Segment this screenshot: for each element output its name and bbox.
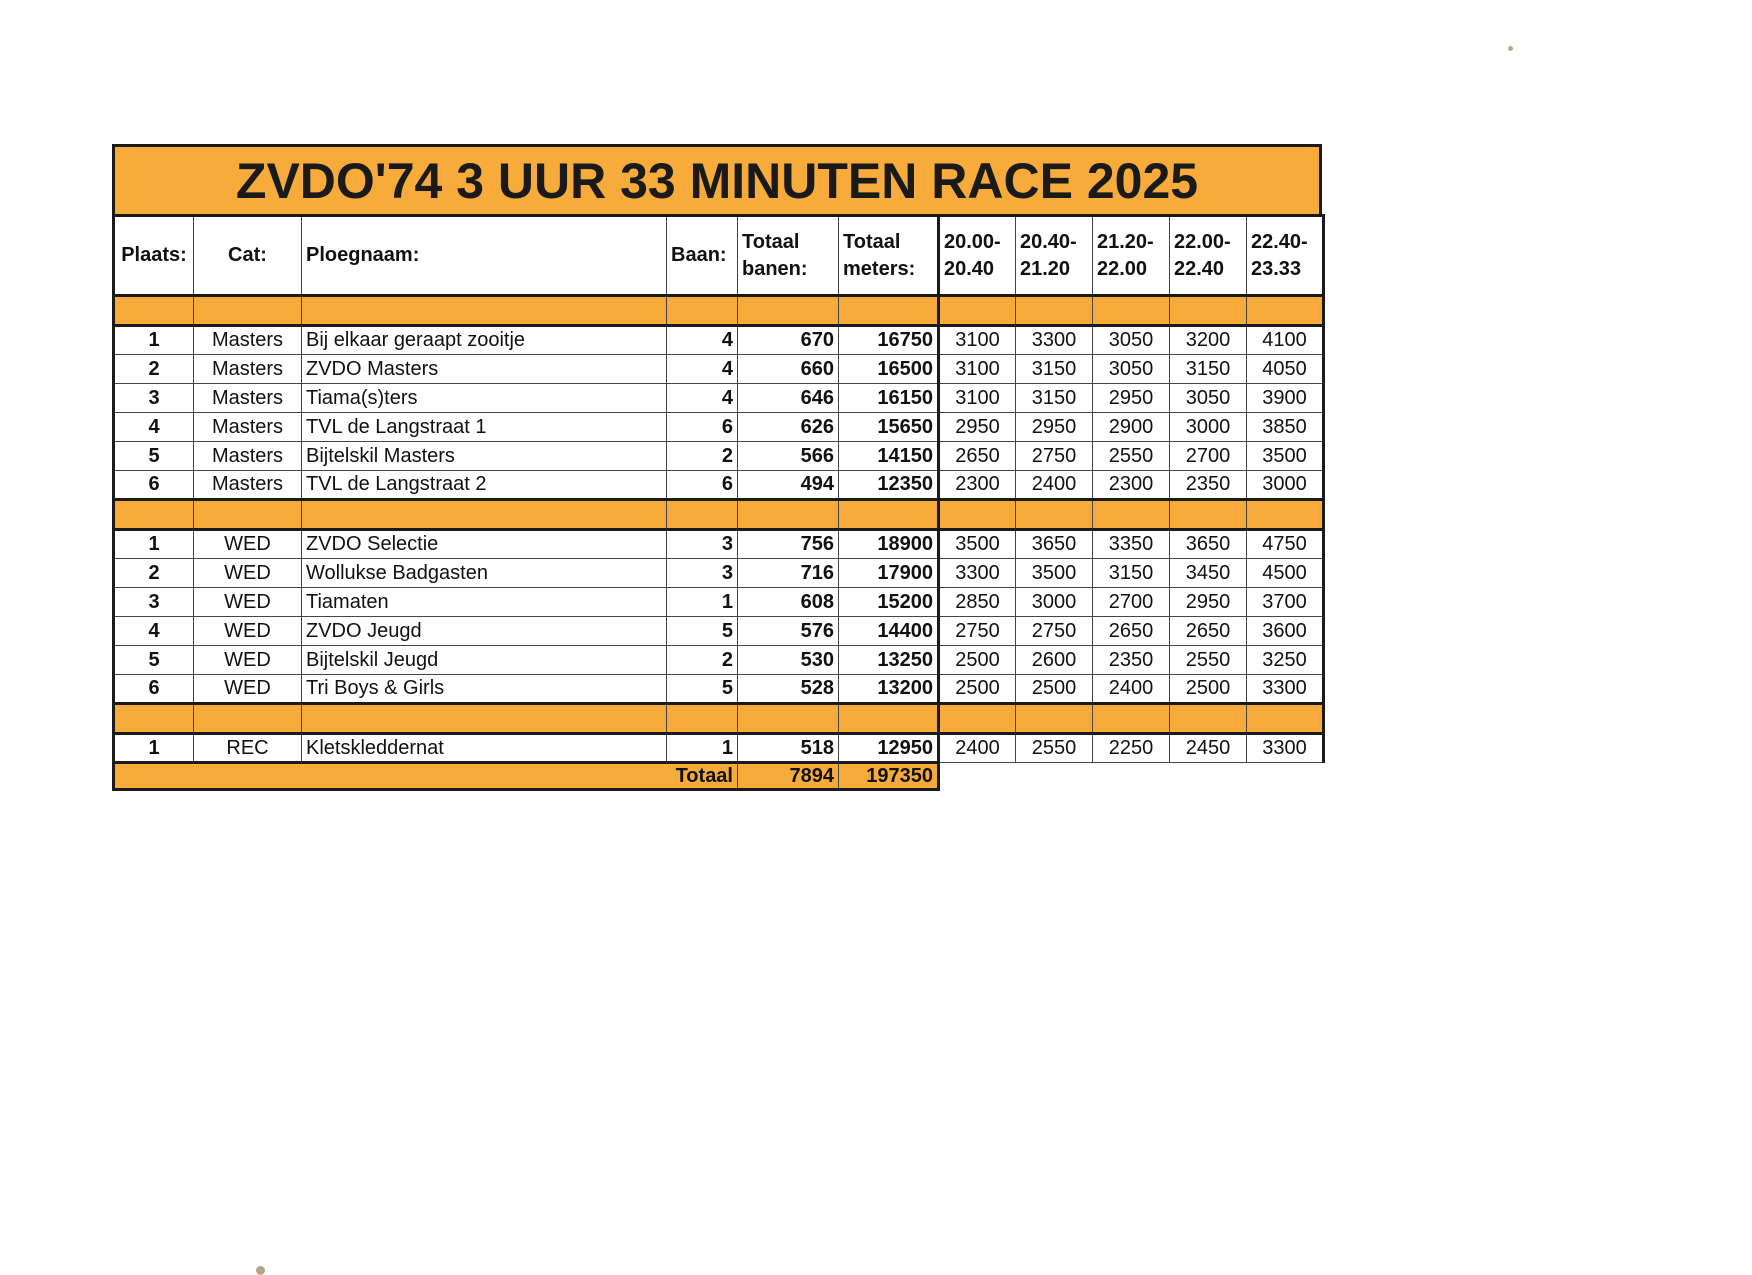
table-row xyxy=(114,588,1324,617)
header-slot-2 xyxy=(1016,216,1093,296)
cell-baan: 4 xyxy=(667,384,738,413)
cell-cat: Masters xyxy=(194,413,302,442)
separator-cell xyxy=(939,704,1016,734)
table-row xyxy=(114,355,1324,384)
cell-baan: 2 xyxy=(667,646,738,675)
separator-cell xyxy=(1093,500,1170,530)
cell-slot-5: 3000 xyxy=(1247,471,1324,500)
header-totaal-meters xyxy=(839,216,939,296)
cell-plaats: 1 xyxy=(114,326,194,355)
separator-cell xyxy=(1016,296,1093,326)
cell-slot-4: 3050 xyxy=(1170,384,1247,413)
header-slot-3 xyxy=(1093,216,1170,296)
separator-cell xyxy=(1170,500,1247,530)
cell-slot-2: 2550 xyxy=(1016,734,1093,763)
cell-totaal-meters: 17900 xyxy=(839,559,939,588)
table-row xyxy=(114,471,1324,500)
separator-cell xyxy=(302,704,667,734)
results-table xyxy=(112,214,1325,791)
cell-slot-2: 3150 xyxy=(1016,384,1093,413)
separator-cell xyxy=(114,296,194,326)
header-slot-5 xyxy=(1247,216,1324,296)
group-separator xyxy=(114,704,1324,734)
cell-cat: WED xyxy=(194,530,302,559)
cell-totaal-meters: 16750 xyxy=(839,326,939,355)
cell-cat: Masters xyxy=(194,355,302,384)
separator-cell xyxy=(738,500,839,530)
cell-totaal-meters: 16150 xyxy=(839,384,939,413)
cell-totaal-banen: 626 xyxy=(738,413,839,442)
cell-slot-4: 3000 xyxy=(1170,413,1247,442)
header-cat: Cat: xyxy=(194,216,302,296)
separator-cell xyxy=(194,704,302,734)
cell-slot-5: 3900 xyxy=(1247,384,1324,413)
cell-slot-3: 2300 xyxy=(1093,471,1170,500)
cell-slot-2: 2950 xyxy=(1016,413,1093,442)
cell-baan: 2 xyxy=(667,442,738,471)
cell-ploegnaam: Wollukse Badgasten xyxy=(302,559,667,588)
table-row xyxy=(114,617,1324,646)
results-sheet xyxy=(112,144,1325,791)
group-separator xyxy=(114,500,1324,530)
header-row xyxy=(114,216,1324,296)
header-totaal-banen xyxy=(738,216,839,296)
table-row xyxy=(114,530,1324,559)
cell-totaal-banen: 756 xyxy=(738,530,839,559)
cell-totaal-meters: 13250 xyxy=(839,646,939,675)
cell-slot-3: 2700 xyxy=(1093,588,1170,617)
cell-cat: Masters xyxy=(194,471,302,500)
cell-slot-3: 2550 xyxy=(1093,442,1170,471)
cell-cat: WED xyxy=(194,559,302,588)
cell-baan: 1 xyxy=(667,588,738,617)
cell-baan: 5 xyxy=(667,675,738,704)
cell-cat: Masters xyxy=(194,326,302,355)
cell-slot-3: 3050 xyxy=(1093,326,1170,355)
cell-slot-5: 4500 xyxy=(1247,559,1324,588)
cell-ploegnaam: Kletskleddernat xyxy=(302,734,667,763)
cell-slot-1: 2300 xyxy=(939,471,1016,500)
separator-cell xyxy=(667,296,738,326)
header-slot-2-from: 20.40- xyxy=(1020,230,1077,253)
results-body xyxy=(114,216,1324,790)
header-totaal-banen-line1: Totaal xyxy=(742,230,800,253)
separator-cell xyxy=(1016,500,1093,530)
cell-slot-5: 3850 xyxy=(1247,413,1324,442)
header-slot-4-to: 22.40 xyxy=(1174,257,1225,280)
cell-slot-2: 2750 xyxy=(1016,617,1093,646)
cell-baan: 6 xyxy=(667,471,738,500)
cell-totaal-meters: 12950 xyxy=(839,734,939,763)
cell-plaats: 6 xyxy=(114,471,194,500)
separator-cell xyxy=(302,500,667,530)
header-slot-5-to: 23.33 xyxy=(1251,257,1302,280)
header-totaal-meters-line2: meters: xyxy=(843,257,916,280)
cell-ploegnaam: ZVDO Masters xyxy=(302,355,667,384)
cell-slot-1: 3100 xyxy=(939,355,1016,384)
cell-slot-4: 2950 xyxy=(1170,588,1247,617)
cell-slot-5: 4750 xyxy=(1247,530,1324,559)
cell-totaal-banen: 660 xyxy=(738,355,839,384)
cell-slot-2: 3500 xyxy=(1016,559,1093,588)
separator-cell xyxy=(939,500,1016,530)
cell-slot-1: 2650 xyxy=(939,442,1016,471)
cell-slot-4: 2650 xyxy=(1170,617,1247,646)
cell-slot-3: 3350 xyxy=(1093,530,1170,559)
header-totaal-meters-line1: Totaal xyxy=(843,230,901,253)
separator-cell xyxy=(667,500,738,530)
cell-slot-3: 2900 xyxy=(1093,413,1170,442)
cell-slot-2: 3650 xyxy=(1016,530,1093,559)
cell-ploegnaam: Bij elkaar geraapt zooitje xyxy=(302,326,667,355)
cell-slot-5: 3700 xyxy=(1247,588,1324,617)
cell-slot-1: 3500 xyxy=(939,530,1016,559)
cell-plaats: 4 xyxy=(114,413,194,442)
header-slot-1-from: 20.00- xyxy=(944,230,1001,253)
cell-totaal-meters: 15200 xyxy=(839,588,939,617)
separator-cell xyxy=(194,296,302,326)
cell-plaats: 3 xyxy=(114,588,194,617)
cell-slot-5: 4050 xyxy=(1247,355,1324,384)
cell-slot-5: 3250 xyxy=(1247,646,1324,675)
header-slot-3-to: 22.00 xyxy=(1097,257,1148,280)
cell-slot-3: 2400 xyxy=(1093,675,1170,704)
scan-speck xyxy=(1508,46,1513,51)
cell-cat: WED xyxy=(194,617,302,646)
cell-ploegnaam: Tiamaten xyxy=(302,588,667,617)
separator-cell xyxy=(1093,704,1170,734)
cell-totaal-banen: 608 xyxy=(738,588,839,617)
cell-slot-5: 3300 xyxy=(1247,675,1324,704)
cell-baan: 3 xyxy=(667,559,738,588)
separator-cell xyxy=(194,500,302,530)
cell-plaats: 5 xyxy=(114,646,194,675)
cell-cat: REC xyxy=(194,734,302,763)
table-row xyxy=(114,413,1324,442)
cell-slot-5: 3300 xyxy=(1247,734,1324,763)
cell-cat: WED xyxy=(194,675,302,704)
totals-row xyxy=(114,763,1324,790)
cell-slot-2: 3300 xyxy=(1016,326,1093,355)
table-row xyxy=(114,384,1324,413)
cell-cat: WED xyxy=(194,646,302,675)
cell-slot-1: 2500 xyxy=(939,675,1016,704)
cell-slot-4: 3150 xyxy=(1170,355,1247,384)
cell-baan: 3 xyxy=(667,530,738,559)
cell-totaal-banen: 518 xyxy=(738,734,839,763)
header-plaats: Plaats: xyxy=(114,216,194,296)
separator-cell xyxy=(302,296,667,326)
cell-slot-1: 2400 xyxy=(939,734,1016,763)
cell-totaal-banen: 576 xyxy=(738,617,839,646)
cell-slot-2: 3000 xyxy=(1016,588,1093,617)
separator-cell xyxy=(1170,704,1247,734)
scan-speck xyxy=(256,1266,265,1275)
table-row xyxy=(114,675,1324,704)
separator-cell xyxy=(738,704,839,734)
separator-cell xyxy=(1016,704,1093,734)
cell-slot-4: 3650 xyxy=(1170,530,1247,559)
cell-totaal-banen: 566 xyxy=(738,442,839,471)
separator-cell xyxy=(1247,500,1324,530)
cell-totaal-meters: 16500 xyxy=(839,355,939,384)
cell-slot-1: 2850 xyxy=(939,588,1016,617)
cell-slot-3: 3050 xyxy=(1093,355,1170,384)
header-slot-1 xyxy=(939,216,1016,296)
cell-slot-2: 3150 xyxy=(1016,355,1093,384)
cell-plaats: 3 xyxy=(114,384,194,413)
cell-slot-3: 2950 xyxy=(1093,384,1170,413)
cell-slot-3: 2350 xyxy=(1093,646,1170,675)
cell-slot-5: 3500 xyxy=(1247,442,1324,471)
header-slot-2-to: 21.20 xyxy=(1020,257,1071,280)
header-totaal-banen-line2: banen: xyxy=(742,257,808,280)
cell-plaats: 5 xyxy=(114,442,194,471)
cell-totaal-banen: 670 xyxy=(738,326,839,355)
cell-totaal-meters: 14150 xyxy=(839,442,939,471)
cell-ploegnaam: TVL de Langstraat 2 xyxy=(302,471,667,500)
table-row xyxy=(114,442,1324,471)
cell-ploegnaam: Bijtelskil Jeugd xyxy=(302,646,667,675)
cell-plaats: 1 xyxy=(114,530,194,559)
header-slot-5-from: 22.40- xyxy=(1251,230,1308,253)
cell-baan: 4 xyxy=(667,326,738,355)
separator-cell xyxy=(839,704,939,734)
cell-slot-4: 2700 xyxy=(1170,442,1247,471)
cell-slot-4: 2450 xyxy=(1170,734,1247,763)
cell-plaats: 2 xyxy=(114,559,194,588)
cell-slot-4: 2500 xyxy=(1170,675,1247,704)
cell-totaal-meters: 18900 xyxy=(839,530,939,559)
table-row xyxy=(114,646,1324,675)
page-title: ZVDO'74 3 UUR 33 MINUTEN RACE 2025 xyxy=(112,144,1322,214)
header-slot-1-to: 20.40 xyxy=(944,257,995,280)
table-row xyxy=(114,734,1324,763)
cell-ploegnaam: ZVDO Jeugd xyxy=(302,617,667,646)
cell-slot-5: 3600 xyxy=(1247,617,1324,646)
cell-ploegnaam: Tri Boys & Girls xyxy=(302,675,667,704)
cell-slot-1: 3300 xyxy=(939,559,1016,588)
separator-cell xyxy=(839,296,939,326)
table-row xyxy=(114,559,1324,588)
cell-totaal-meters: 13200 xyxy=(839,675,939,704)
separator-cell xyxy=(1170,296,1247,326)
cell-slot-4: 3450 xyxy=(1170,559,1247,588)
separator-cell xyxy=(1247,704,1324,734)
cell-totaal-meters: 15650 xyxy=(839,413,939,442)
cell-slot-1: 3100 xyxy=(939,384,1016,413)
header-slot-3-from: 21.20- xyxy=(1097,230,1154,253)
totals-label: Totaal xyxy=(114,763,738,790)
cell-slot-4: 2350 xyxy=(1170,471,1247,500)
cell-slot-2: 2600 xyxy=(1016,646,1093,675)
cell-ploegnaam: Bijtelskil Masters xyxy=(302,442,667,471)
separator-cell xyxy=(114,500,194,530)
cell-plaats: 1 xyxy=(114,734,194,763)
header-slot-4-from: 22.00- xyxy=(1174,230,1231,253)
cell-baan: 4 xyxy=(667,355,738,384)
header-ploegnaam: Ploegnaam: xyxy=(302,216,667,296)
cell-slot-2: 2750 xyxy=(1016,442,1093,471)
cell-slot-1: 3100 xyxy=(939,326,1016,355)
cell-ploegnaam: Tiama(s)ters xyxy=(302,384,667,413)
cell-totaal-banen: 530 xyxy=(738,646,839,675)
separator-cell xyxy=(1247,296,1324,326)
cell-plaats: 6 xyxy=(114,675,194,704)
cell-slot-3: 2650 xyxy=(1093,617,1170,646)
totals-blank xyxy=(939,763,1324,790)
separator-cell xyxy=(114,704,194,734)
cell-slot-3: 2250 xyxy=(1093,734,1170,763)
table-row xyxy=(114,326,1324,355)
cell-slot-5: 4100 xyxy=(1247,326,1324,355)
cell-baan: 6 xyxy=(667,413,738,442)
header-slot-4 xyxy=(1170,216,1247,296)
cell-slot-4: 3200 xyxy=(1170,326,1247,355)
cell-cat: Masters xyxy=(194,384,302,413)
separator-cell xyxy=(839,500,939,530)
cell-slot-2: 2500 xyxy=(1016,675,1093,704)
cell-slot-4: 2550 xyxy=(1170,646,1247,675)
header-baan: Baan: xyxy=(667,216,738,296)
cell-baan: 5 xyxy=(667,617,738,646)
cell-slot-1: 2750 xyxy=(939,617,1016,646)
cell-totaal-meters: 14400 xyxy=(839,617,939,646)
cell-totaal-meters: 12350 xyxy=(839,471,939,500)
separator-cell xyxy=(667,704,738,734)
totals-meters: 197350 xyxy=(839,763,939,790)
separator-cell xyxy=(939,296,1016,326)
cell-slot-2: 2400 xyxy=(1016,471,1093,500)
cell-plaats: 4 xyxy=(114,617,194,646)
totals-banen: 7894 xyxy=(738,763,839,790)
separator-cell xyxy=(1093,296,1170,326)
cell-totaal-banen: 646 xyxy=(738,384,839,413)
cell-ploegnaam: ZVDO Selectie xyxy=(302,530,667,559)
group-separator xyxy=(114,296,1324,326)
cell-baan: 1 xyxy=(667,734,738,763)
cell-plaats: 2 xyxy=(114,355,194,384)
cell-slot-1: 2950 xyxy=(939,413,1016,442)
cell-totaal-banen: 528 xyxy=(738,675,839,704)
cell-cat: WED xyxy=(194,588,302,617)
cell-ploegnaam: TVL de Langstraat 1 xyxy=(302,413,667,442)
cell-totaal-banen: 716 xyxy=(738,559,839,588)
cell-slot-3: 3150 xyxy=(1093,559,1170,588)
separator-cell xyxy=(738,296,839,326)
cell-slot-1: 2500 xyxy=(939,646,1016,675)
cell-cat: Masters xyxy=(194,442,302,471)
cell-totaal-banen: 494 xyxy=(738,471,839,500)
